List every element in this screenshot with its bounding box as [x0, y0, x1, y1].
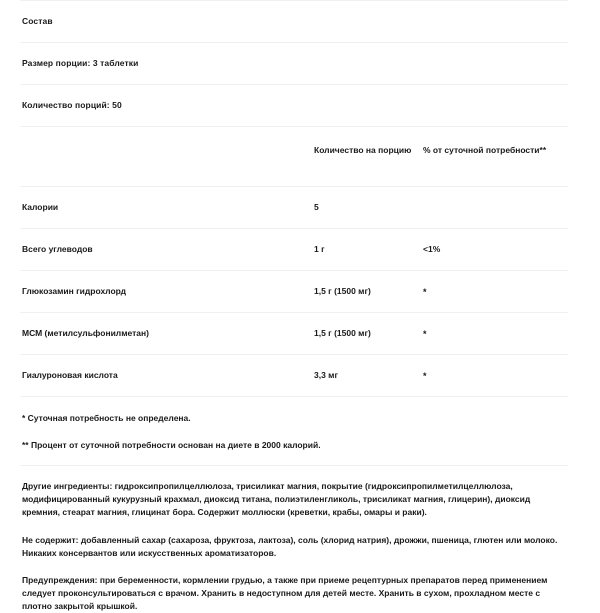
nutrient-name: Всего углеводов: [22, 244, 93, 255]
table-row: [20, 229, 568, 270]
nutrient-name: Глюкозамин гидрохлорд: [22, 286, 127, 297]
nutrient-name: Гиалуроновая кислота: [22, 370, 118, 381]
table-row: [20, 187, 568, 228]
table-row: [20, 271, 568, 312]
footnote-daily-value-not-established: * Суточная потребность не определена.: [22, 413, 191, 423]
serving-size-label: Размер порции: 3 таблетки: [22, 58, 139, 69]
additional-info-section: [20, 466, 568, 613]
nutrient-amount: 1,5 г (1500 мг): [314, 327, 371, 338]
table-row: [20, 313, 568, 354]
free-from-paragraph: Не содержит: добавленный сахар (сахароза, фруктоза, лактоза), соль (хлорид натрия), дрожжи, пшеница, глютен или молоко. Никаких консервантов или искусственных ароматизаторов.: [22, 534, 558, 558]
nutrient-daily-value: [423, 328, 568, 339]
footnotes-section: [20, 397, 580, 465]
warnings-paragraph: Предупреждения: при беременности, кормлении грудью, а также при приеме рецептурных препаратов перед применением следует проконсультироваться с врачом. Хранить в недоступном для детей месте. Хранить в сухом, прохладном месте с плотно закрытой крышкой.: [22, 574, 548, 612]
page-title: Состав: [22, 16, 53, 27]
other-ingredients-paragraph: Другие ингредиенты: гидроксипропилцеллюлоза, трисиликат магния, покрытие (гидроксипропилметилцеллюлоза, модифицированный кукурузный крахмал, диоксид титана, полиэтиленгликоль, трисиликат магния, глицерин), диоксид кремния, стеарат магния, глицинат бора. Содержит моллюски (креветки, крабы, омары и раки).: [22, 481, 531, 518]
serving-size-row: [20, 43, 580, 84]
nutrient-daily-value: [423, 370, 568, 381]
asterisk-marker: *: [423, 286, 427, 297]
nutrient-amount: 3,3 мг: [314, 369, 339, 380]
column-header-daily-value: % от суточной потребности**: [423, 145, 547, 155]
asterisk-marker: *: [423, 328, 427, 339]
column-header-amount-per-serving: Количество на порцию: [314, 145, 412, 155]
table-header-row: [20, 127, 568, 186]
nutrient-name: МСМ (метилсульфонилметан): [22, 328, 149, 339]
nutrient-daily-value: [423, 286, 568, 297]
supplement-facts-heading-row: [20, 1, 580, 42]
nutrition-table: [20, 127, 568, 397]
servings-per-container-label: Количество порций: 50: [22, 100, 122, 111]
footnote-percent-daily-value: ** Процент от суточной потребности основан на диете в 2000 калорий.: [22, 440, 321, 451]
asterisk-marker: *: [423, 370, 427, 381]
nutrient-amount: 1 г: [314, 243, 325, 254]
nutrient-name: Калории: [22, 202, 59, 213]
nutrient-amount: 1,5 г (1500 мг): [314, 285, 371, 296]
servings-per-container-row: [20, 85, 580, 126]
table-row: [20, 355, 568, 396]
nutrient-amount: 5: [314, 201, 319, 212]
nutrient-daily-value: <1%: [423, 243, 441, 254]
